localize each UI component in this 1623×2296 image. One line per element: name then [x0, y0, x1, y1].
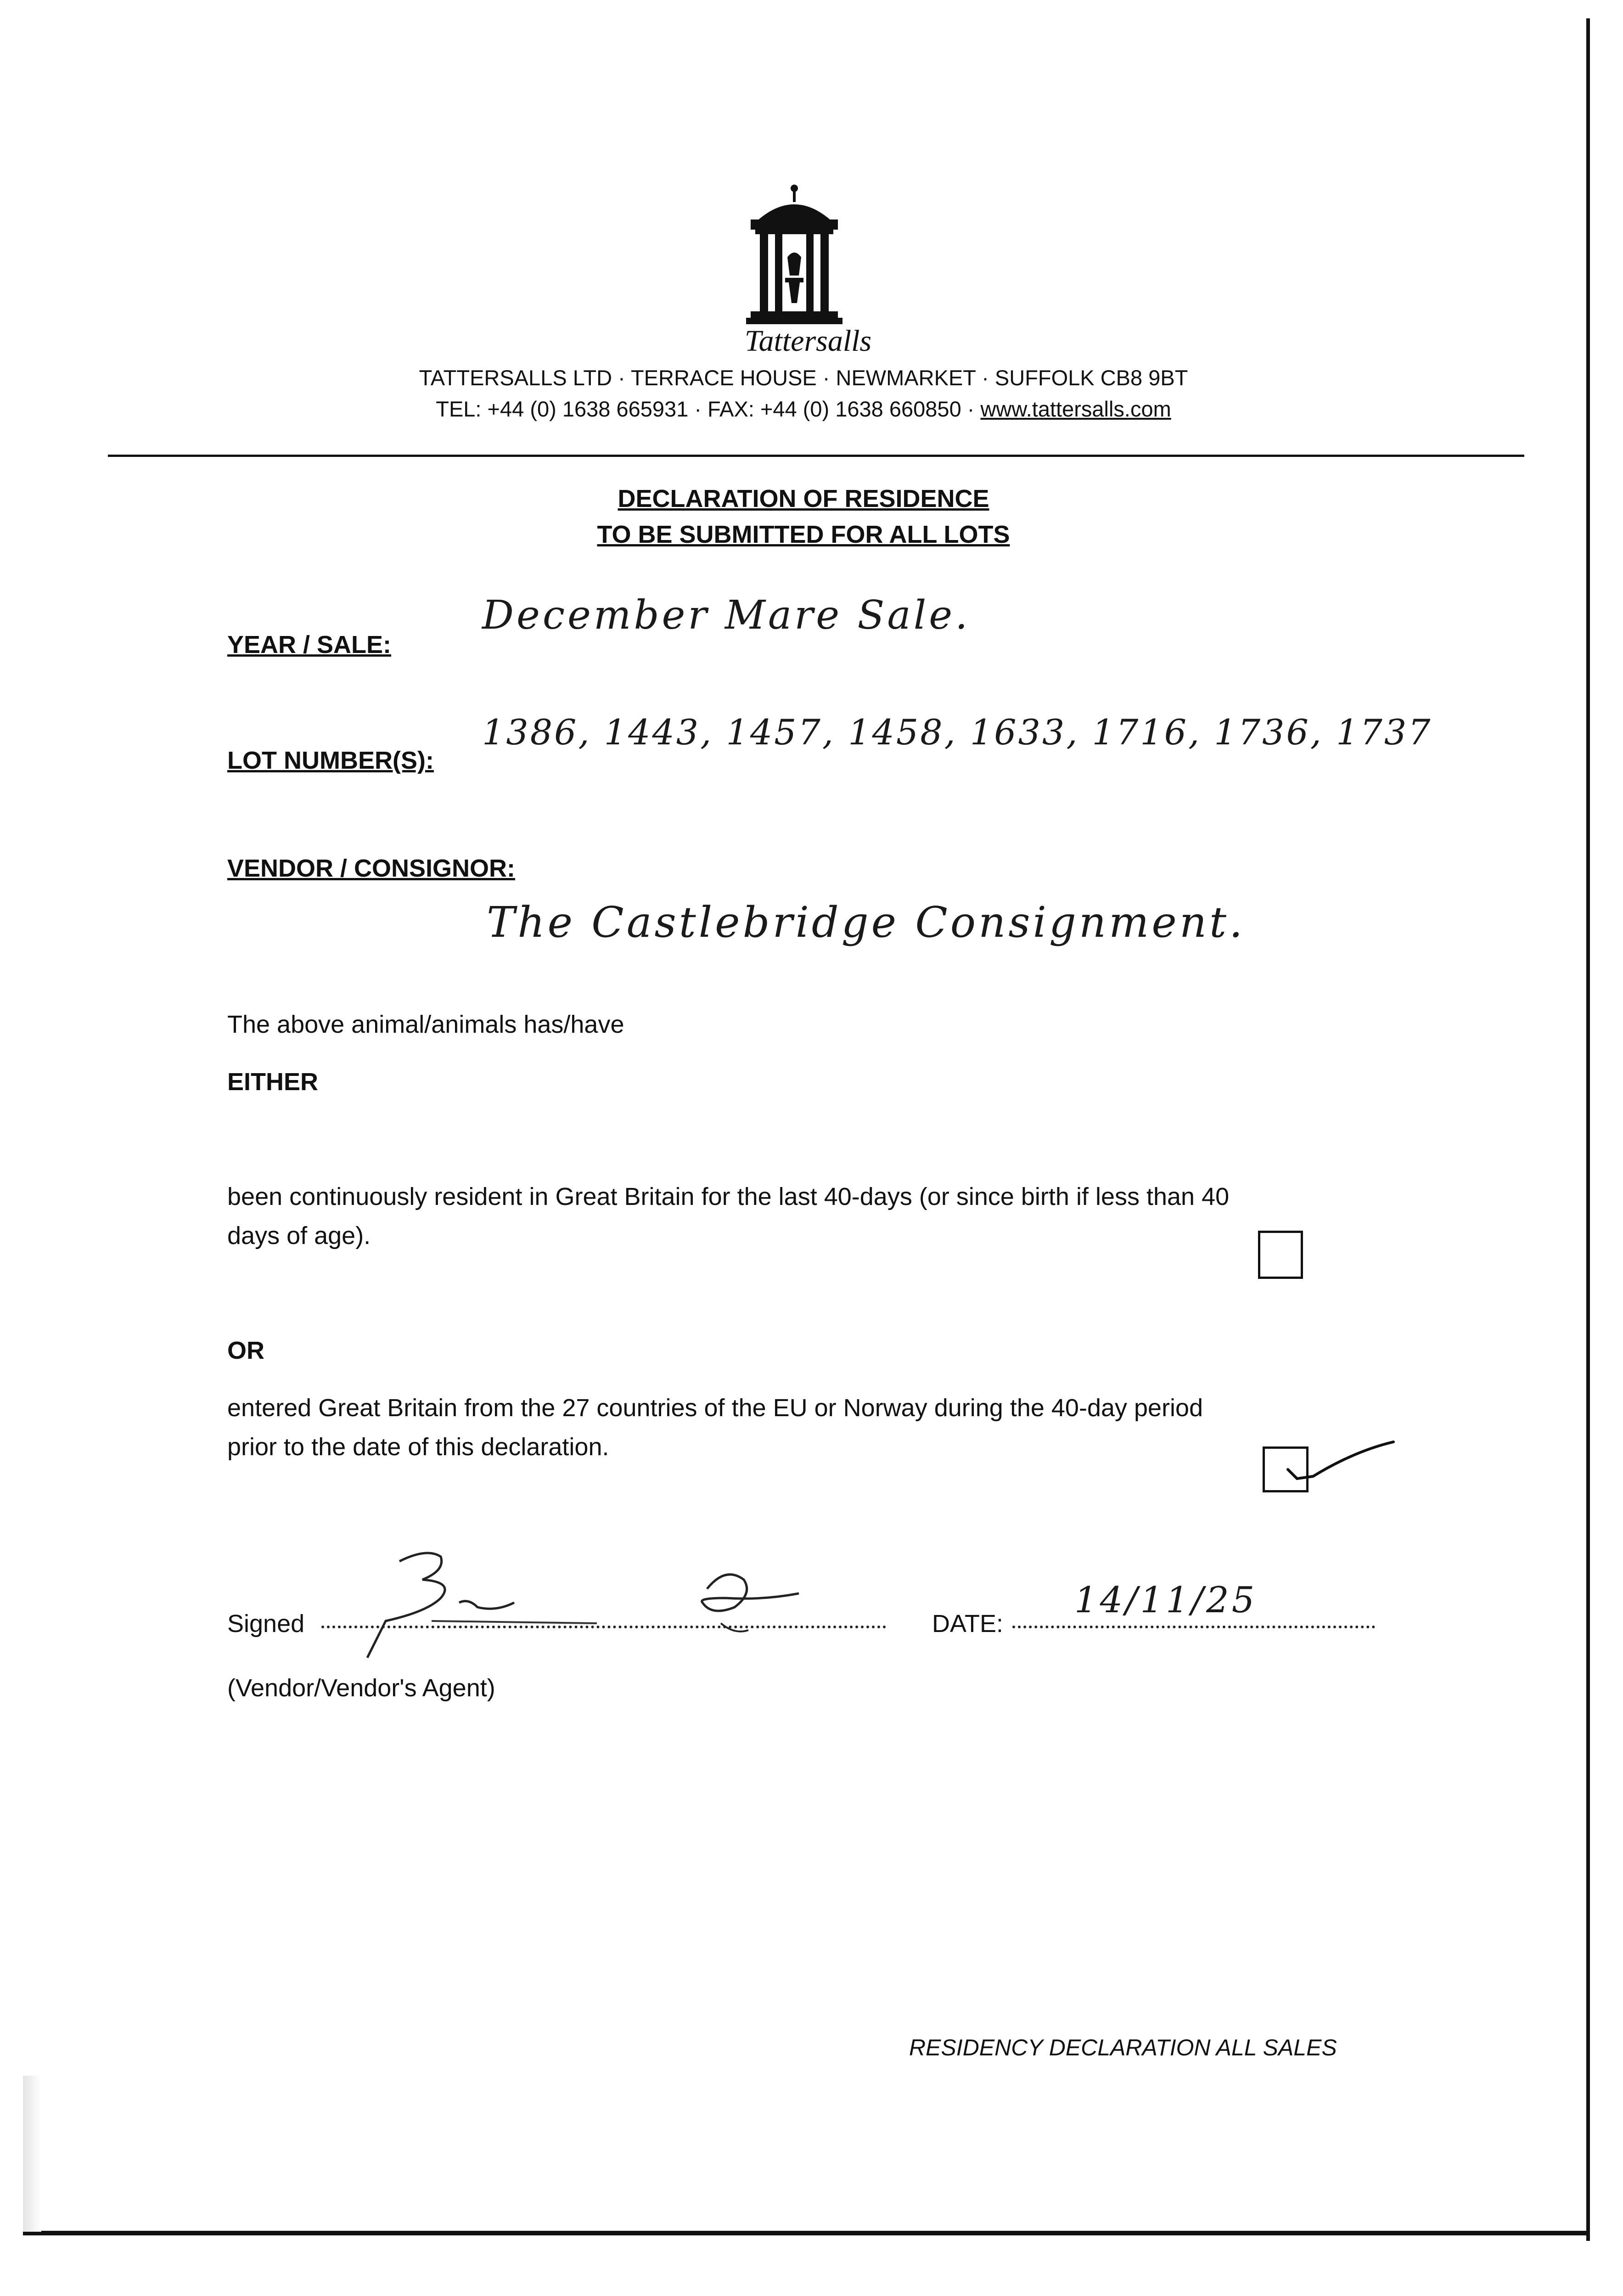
page-title: DECLARATION OF RESIDENCE: [618, 485, 989, 512]
option1-text-line2: days of age).: [227, 1222, 371, 1249]
or-heading: OR: [227, 1337, 264, 1364]
lot-numbers-label: LOT NUMBER(S):: [227, 747, 434, 774]
agent-label: (Vendor/Vendor's Agent): [227, 1674, 495, 1702]
option1-checkbox[interactable]: [1258, 1231, 1303, 1279]
option2-text-line1: entered Great Britain from the 27 countries of the EU or Norway during the 40-day period: [227, 1394, 1203, 1422]
page-right-border: [1586, 18, 1590, 2241]
date-value: 14/11/25: [1074, 1580, 1258, 1621]
handwritten-signature-icon: [358, 1543, 882, 1662]
intro-text: The above animal/animals has/have: [227, 1011, 624, 1038]
date-line[interactable]: [1012, 1626, 1375, 1628]
footer-text: RESIDENCY DECLARATION ALL SALES: [909, 2035, 1337, 2060]
header-divider: [108, 455, 1524, 457]
checkmark-icon: [1263, 1433, 1396, 1497]
page-subtitle: TO BE SUBMITTED FOR ALL LOTS: [597, 521, 1010, 548]
page-bottom-border: [23, 2231, 1589, 2235]
year-sale-value: December Mare Sale.: [482, 592, 971, 638]
website-link[interactable]: www.tattersalls.com: [980, 397, 1171, 421]
lot-numbers-value: 1386, 1443, 1457, 1458, 1633, 1716, 1736, 1737: [482, 712, 1432, 753]
year-sale-label: YEAR / SALE:: [227, 631, 392, 658]
date-label: DATE:: [932, 1610, 1004, 1638]
contact-phone-fax: TEL: +44 (0) 1638 665931 · FAX: +44 (0) 1638 660850 ·: [436, 397, 981, 421]
vendor-label: VENDOR / CONSIGNOR:: [227, 855, 516, 882]
address-line: TATTERSALLS LTD · TERRACE HOUSE · NEWMARKET · SUFFOLK CB8 9BT: [419, 366, 1188, 390]
tattersalls-logo-icon: [739, 184, 849, 326]
contact-line: [230, 396, 1377, 422]
option1-text-line1: been continuously resident in Great Britain for the last 40-days (or since birth if less than 40: [227, 1183, 1230, 1210]
vendor-value: The Castlebridge Consignment.: [487, 898, 1246, 947]
signed-label: Signed: [227, 1610, 305, 1638]
either-heading: EITHER: [227, 1068, 319, 1096]
scan-shadow: [23, 2076, 41, 2232]
option2-text-line2: prior to the date of this declaration.: [227, 1433, 609, 1461]
brand-name: Tattersalls: [744, 324, 872, 358]
